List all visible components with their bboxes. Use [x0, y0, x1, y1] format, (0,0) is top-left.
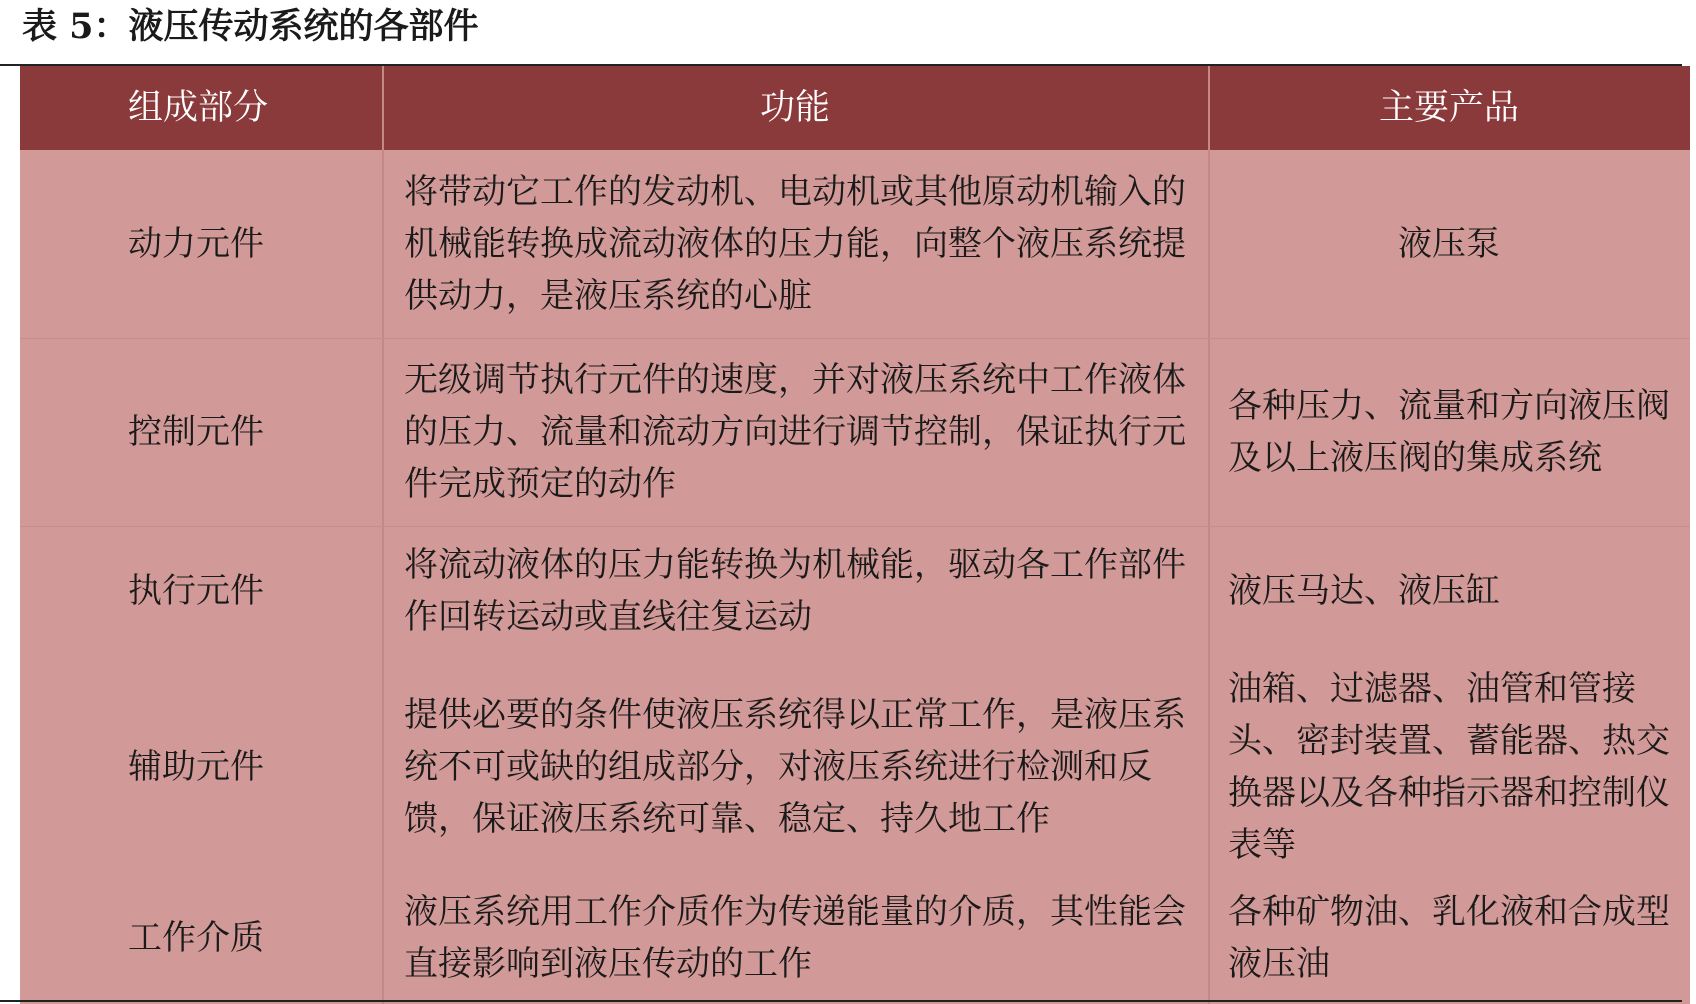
header-component-label: 组成部分	[128, 88, 269, 128]
header-function	[382, 66, 1208, 150]
table-row-function	[382, 656, 1208, 878]
function-text: 将流动液体的压力能转换为机械能，驱动各工作部件作回转运动或直线往复运动	[404, 545, 1186, 637]
function-text: 提供必要的条件使液压系统得以正常工作，是液压系统不可或缺的组成部分，对液压系统进行检测和反馈，保证液压系统可靠、稳定、持久地工作	[404, 695, 1186, 839]
table-row-function	[382, 338, 1208, 526]
table-caption: 表 5：液压传动系统的各部件	[22, 6, 479, 47]
components-table	[20, 66, 1690, 1004]
table-row-function	[382, 878, 1208, 998]
table-row-component	[20, 878, 382, 998]
product-text: 各种压力、流量和方向液压阀及以上液压阀的集成系统	[1228, 386, 1670, 478]
table-row-function	[382, 150, 1208, 338]
table-row-product	[1208, 656, 1690, 878]
header-product	[1208, 66, 1690, 150]
function-text: 液压系统用工作介质作为传递能量的介质，其性能会直接影响到液压传动的工作	[404, 892, 1186, 984]
header-function-label: 功能	[759, 88, 830, 128]
table-row-product	[1208, 338, 1690, 526]
component-name: 辅助元件	[128, 747, 264, 787]
component-name: 动力元件	[128, 224, 264, 264]
table-row-product	[1208, 150, 1690, 338]
table-row-component	[20, 656, 382, 878]
table-row-product	[1208, 878, 1690, 998]
header-component	[20, 66, 382, 150]
component-name: 控制元件	[128, 412, 264, 452]
component-name: 执行元件	[128, 571, 264, 611]
component-name: 工作介质	[128, 918, 264, 958]
product-text: 液压马达、液压缸	[1228, 571, 1500, 611]
table-row-product	[1208, 526, 1690, 656]
table-row-function	[382, 526, 1208, 656]
table-row-component	[20, 338, 382, 526]
header-product-label: 主要产品	[1378, 88, 1519, 128]
function-text: 无级调节执行元件的速度，并对液压系统中工作液体的压力、流量和流动方向进行调节控制，保证执行元件完成预定的动作	[404, 360, 1186, 504]
table-row-component	[20, 150, 382, 338]
product-text: 液压泵	[1398, 224, 1500, 264]
bottom-rule	[0, 1000, 1682, 1002]
table-row-component	[20, 526, 382, 656]
product-text: 油箱、过滤器、油管和管接头、密封装置、蓄能器、热交换器以及各种指示器和控制仪表等	[1228, 669, 1670, 865]
function-text: 将带动它工作的发动机、电动机或其他原动机输入的机械能转换成流动液体的压力能，向整个液压系统提供动力，是液压系统的心脏	[404, 172, 1186, 316]
product-text: 各种矿物油、乳化液和合成型液压油	[1228, 892, 1670, 984]
